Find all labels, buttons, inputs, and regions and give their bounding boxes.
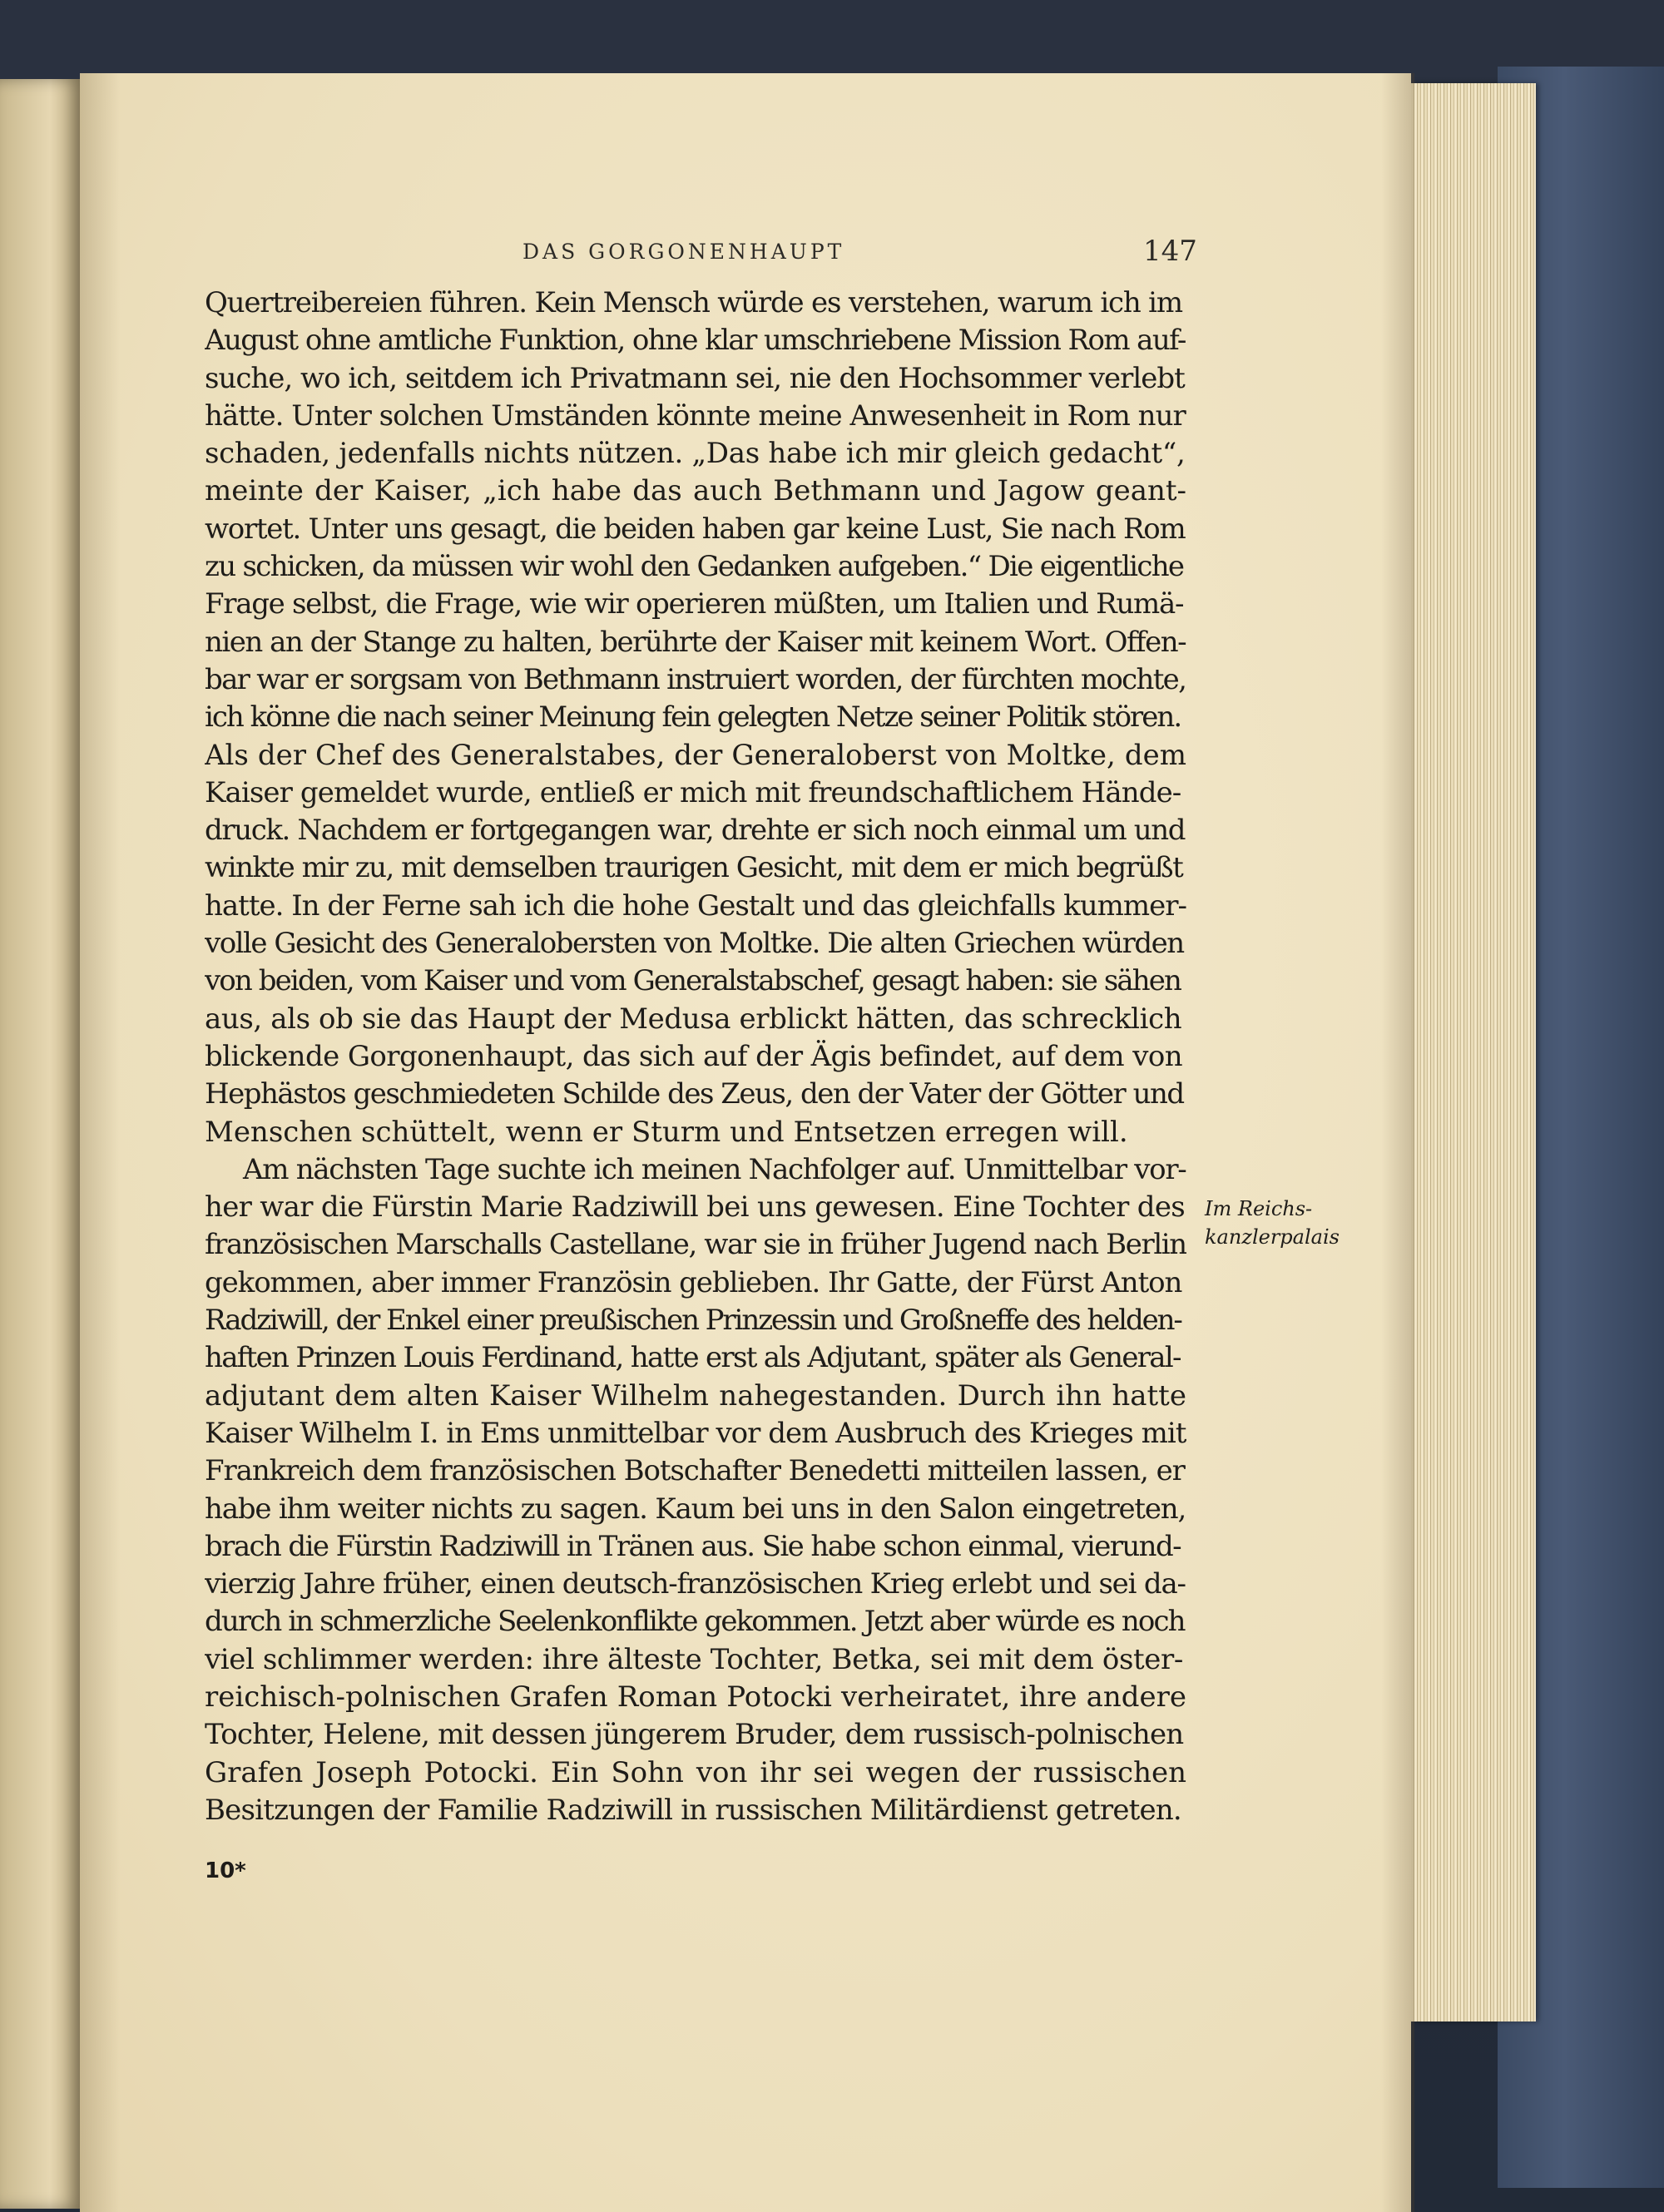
text-line: [205, 1038, 1186, 1076]
text-line-content: Besitzungen der Familie Radziwill in russischen Militärdienst getreten.: [205, 1793, 1181, 1827]
text-line-content: zu schicken, da müssen wir wohl den Gedanken aufgeben.“ Die eigentliche: [205, 550, 1184, 584]
text-line: [205, 1264, 1186, 1302]
body-text: [205, 285, 1186, 1829]
text-line-content: nien an der Stange zu halten, berührte der Kaiser mit keinem Wort. Offen-: [205, 625, 1186, 659]
page-shadow: [1381, 73, 1414, 2212]
text-line: [205, 1679, 1186, 1716]
text-line-content: brach die Fürstin Radziwill in Tränen aus. Sie habe schon einmal, vierund-: [205, 1529, 1181, 1563]
text-line: [205, 1378, 1186, 1415]
text-line: [205, 1415, 1186, 1452]
text-line: [205, 812, 1186, 849]
text-line-content: suche, wo ich, seitdem ich Privatmann sei, nie den Hochsommer verlebt: [205, 361, 1185, 395]
text-line-content: druck. Nachdem er fortgegangen war, drehte er sich noch einmal um und: [205, 814, 1186, 848]
text-line-content: vierzig Jahre früher, einen deutsch-französischen Krieg erlebt und sei da-: [205, 1567, 1186, 1601]
text-line-content: aus, als ob sie das Haupt der Medusa erblickt hätten, das schrecklich: [205, 1002, 1182, 1036]
marginal-note-line: kanzlerpalais: [1205, 1225, 1340, 1249]
text-line-content: habe ihm weiter nichts zu sagen. Kaum bei uns in den Salon eingetreten,: [205, 1492, 1186, 1526]
text-line: [205, 435, 1186, 473]
text-line: [205, 849, 1186, 887]
text-line-content: französischen Marschalls Castellane, war sie in früher Jugend nach Berlin: [205, 1228, 1186, 1262]
text-line-content: volle Gesicht des Generalobersten von Moltke. Die alten Griechen würden: [205, 927, 1184, 961]
page-number: 147: [1143, 235, 1197, 268]
text-line: [205, 1226, 1186, 1264]
text-line: [205, 1566, 1186, 1603]
text-line: [205, 1339, 1186, 1377]
text-line: [205, 774, 1186, 812]
text-line: [205, 1151, 1186, 1189]
text-line: [205, 1452, 1186, 1490]
text-line-content: hatte. In der Ferne sah ich die hohe Gestalt und das gleichfalls kummer-: [205, 888, 1186, 923]
text-line: [205, 699, 1186, 736]
running-head: [0, 235, 1664, 273]
text-line: [205, 360, 1186, 398]
text-line-content: reichisch-polnischen Grafen Roman Potocki verheiratet, ihre andere: [205, 1680, 1186, 1714]
chapter-title: DAS GORGONENHAUPT: [522, 240, 845, 264]
text-line: [205, 1641, 1186, 1679]
text-line: [205, 661, 1186, 699]
text-line-content: her war die Fürstin Marie Radziwill bei uns gewesen. Eine Tochter des: [205, 1190, 1186, 1225]
text-line-content: Kaiser gemeldet wurde, entließ er mich mit freundschaftlichem Hände-: [205, 775, 1181, 809]
text-line: [205, 548, 1186, 586]
text-line-content: Am nächsten Tage suchte ich meinen Nachfolger auf. Unmittelbar vor-: [243, 1152, 1186, 1186]
text-line-content: adjutant dem alten Kaiser Wilhelm nahegestanden. Durch ihn hatte: [205, 1378, 1186, 1413]
text-line: [205, 398, 1186, 435]
text-line-content: Tochter, Helene, mit dessen jüngerem Bruder, dem russisch-polnischen: [205, 1718, 1184, 1752]
text-line-content: Radziwill, der Enkel einer preußischen Prinzessin und Großneffe des helden-: [205, 1304, 1181, 1338]
text-line: [205, 962, 1186, 1000]
text-line-content: bar war er sorgsam von Bethmann instruiert worden, der fürchten mochte,: [205, 662, 1186, 696]
text-line: [205, 1076, 1186, 1113]
text-line: [205, 1189, 1186, 1226]
text-line-content: meinte der Kaiser, „ich habe das auch Bethmann und Jagow geant-: [205, 474, 1186, 508]
text-line-content: wortet. Unter uns gesagt, die beiden haben gar keine Lust, Sie nach Rom: [205, 512, 1186, 546]
text-line-content: Kaiser Wilhelm I. in Ems unmittelbar vor dem Ausbruch des Krieges mit: [205, 1416, 1186, 1450]
text-line-content: Menschen schüttelt, wenn er Sturm und Entsetzen erregen will.: [205, 1115, 1128, 1149]
left-page-edge: [0, 79, 83, 2209]
text-line-content: ich könne die nach seiner Meinung fein gelegten Netze seiner Politik stören.: [205, 700, 1181, 735]
text-line: [205, 1716, 1186, 1754]
text-line-content: viel schlimmer werden: ihre älteste Tochter, Betka, sei mit dem öster-: [205, 1642, 1183, 1676]
text-line-content: blickende Gorgonenhaupt, das sich auf der Ägis befindet, auf dem von: [205, 1039, 1182, 1073]
text-line-content: durch in schmerzliche Seelenkonflikte gekommen. Jetzt aber würde es noch: [205, 1605, 1185, 1639]
text-line-content: Frage selbst, die Frage, wie wir operieren müßten, um Italien und Rumä-: [205, 587, 1184, 621]
text-line: [205, 1603, 1186, 1640]
text-line: [205, 511, 1186, 548]
text-line: [205, 737, 1186, 774]
text-line: [205, 473, 1186, 510]
text-line: [205, 888, 1186, 925]
text-line: [205, 1001, 1186, 1038]
text-line-content: Hephästos geschmiedeten Schilde des Zeus, den der Vater der Götter und: [205, 1077, 1184, 1111]
text-line-content: August ohne amtliche Funktion, ohne klar umschriebene Mission Rom auf-: [205, 324, 1186, 358]
text-line: [205, 586, 1186, 623]
text-line-content: schaden, jedenfalls nichts nützen. „Das habe ich mir gleich gedacht“,: [205, 437, 1186, 471]
text-line: [205, 1528, 1186, 1566]
text-line: [205, 1114, 1186, 1151]
text-line: [205, 1792, 1186, 1829]
text-line: [205, 624, 1186, 661]
text-line: [205, 1754, 1186, 1792]
text-line-content: winkte mir zu, mit demselben traurigen Gesicht, mit dem er mich begrüßt: [205, 851, 1183, 885]
text-line: [205, 1491, 1186, 1528]
text-line-content: haften Prinzen Louis Ferdinand, hatte erst als Adjutant, später als General-: [205, 1341, 1181, 1375]
text-line: [205, 285, 1186, 322]
text-line: [205, 1302, 1186, 1339]
marginal-note: [1205, 1195, 1338, 1251]
text-line-content: von beiden, vom Kaiser und vom Generalstabschef, gesagt haben: sie sähen: [205, 964, 1181, 998]
text-line-content: gekommen, aber immer Französin geblieben. Ihr Gatte, der Fürst Anton: [205, 1265, 1182, 1299]
text-line: [205, 925, 1186, 962]
text-line-content: Grafen Joseph Potocki. Ein Sohn von ihr sei wegen der russischen: [205, 1755, 1186, 1789]
text-line-content: Als der Chef des Generalstabes, der Generaloberst von Moltke, dem: [205, 738, 1186, 772]
page-stack-edges: [1411, 83, 1536, 2021]
text-line-content: Frankreich dem französischen Botschafter Benedetti mitteilen lassen, er: [205, 1454, 1185, 1488]
text-line-content: Quertreibereien führen. Kein Mensch würde es verstehen, warum ich im: [205, 286, 1182, 319]
text-line-content: hätte. Unter solchen Umständen könnte meine Anwesenheit in Rom nur: [205, 398, 1186, 433]
signature-mark: 10*: [205, 1858, 246, 1883]
text-line: [205, 322, 1186, 359]
marginal-note-line: Im Reichs-: [1205, 1197, 1313, 1220]
